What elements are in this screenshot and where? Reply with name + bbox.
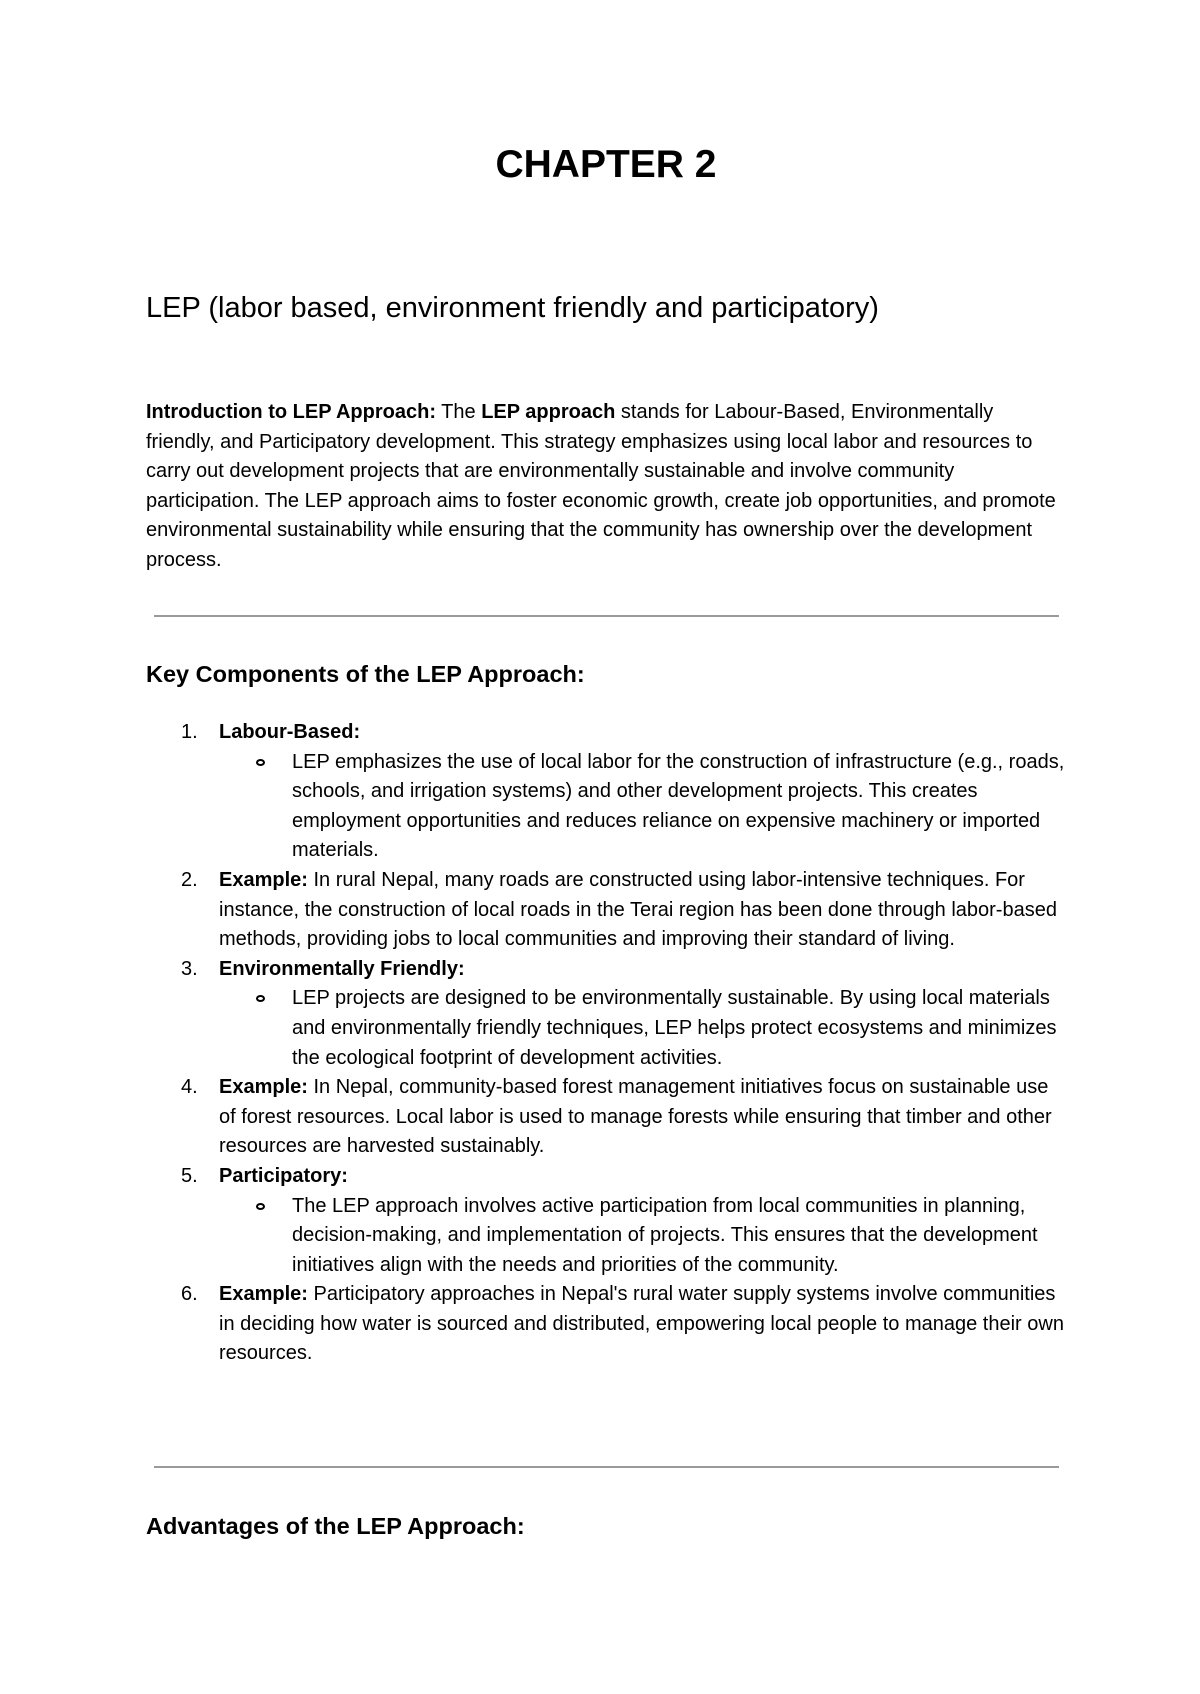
list-item-number: 4.: [181, 1076, 198, 1099]
list-item-label: Example:: [219, 868, 308, 891]
sub-bullet-item: [146, 1192, 1066, 1281]
list-item-text: [219, 958, 465, 980]
horizontal-divider: [154, 615, 1059, 617]
hollow-circle-bullet-icon: [256, 759, 265, 766]
list-item-text: [219, 1076, 1052, 1157]
list-item: [146, 1162, 1066, 1280]
list-item-label: Example:: [219, 1076, 308, 1099]
list-item: [146, 1073, 1066, 1162]
intro-text-2: stands for Labour-Based, Environmentally friendly, and Participatory development. This strategy emphasizes using local labor and resources to carry out development projects that are environmentally sustainable and involve community participation. The LEP approach aims to foster economic growth, create job opportunities, and promote environmental sustainability while ensuring that the community has ownership over the development process.: [146, 401, 1056, 571]
list-item-text: [219, 1165, 348, 1187]
list-item-label: Example:: [219, 1283, 308, 1306]
list-item-number: 6.: [181, 1283, 198, 1306]
list-item-text: [219, 869, 1057, 950]
document-title: LEP (labor based, environment friendly and participatory): [146, 292, 879, 324]
list-item-text: [219, 721, 360, 743]
list-item-label: Environmentally Friendly:: [219, 957, 465, 980]
chapter-title: CHAPTER 2: [495, 143, 717, 186]
list-item: [146, 718, 1066, 866]
list-item: [146, 866, 1066, 955]
list-item-label: Labour-Based:: [219, 721, 361, 743]
list-item-number: 5.: [181, 1164, 198, 1187]
advantages-heading: Advantages of the LEP Approach:: [146, 1513, 525, 1539]
list-item-body: In Nepal, community-based forest management initiatives focus on sustainable use of forest resources. Local labor is used to manage forests while ensuring that timber and other resources are harvested sustainably.: [219, 1076, 1052, 1158]
sub-bullet-item: [146, 748, 1066, 866]
intro-text-1: The: [435, 401, 482, 423]
list-item: [146, 955, 1066, 1073]
hollow-circle-bullet-icon: [256, 995, 265, 1002]
sub-bullet-text: The LEP approach involves active participation from local communities in planning, decision-making, and implementation of projects. This ensures that the development initiatives align with the needs and priorities of the community.: [292, 1194, 1038, 1276]
sub-bullet-text: LEP projects are designed to be environmentally sustainable. By using local materials and environmentally friendly techniques, LEP helps protect ecosystems and minimizes the ecological footprint of development activities.: [292, 987, 1057, 1069]
list-item-body: In rural Nepal, many roads are constructed using labor-intensive techniques. For instance, the construction of local roads in the Terai region has been done through labor-based methods, providing jobs to local communities and improving their standard of living.: [219, 868, 1057, 951]
key-components-list: [146, 718, 1066, 1369]
intro-paragraph: [146, 398, 1066, 576]
sub-bullet-item: [146, 984, 1066, 1073]
list-item-number: 3.: [181, 957, 198, 980]
list-item-text: [219, 1283, 1064, 1364]
list-item-number: 1.: [181, 721, 198, 743]
list-item-label: Participatory:: [219, 1164, 348, 1187]
list-item-number: 2.: [181, 868, 198, 891]
key-components-heading: Key Components of the LEP Approach:: [146, 661, 585, 687]
horizontal-divider: [154, 1466, 1059, 1468]
hollow-circle-bullet-icon: [256, 1203, 265, 1210]
list-item: [146, 1280, 1066, 1369]
sub-bullet-text: LEP emphasizes the use of local labor for the construction of infrastructure (e.g., roads, schools, and irrigation systems) and other development projects. This creates employment opportunities and reduces reliance on expensive machinery or imported materials.: [292, 750, 1065, 862]
intro-lead: Introduction to LEP Approach:: [146, 401, 436, 423]
intro-approach-term: LEP approach: [481, 401, 616, 423]
list-item-body: Participatory approaches in Nepal's rural water supply systems involve communities in deciding how water is sourced and distributed, empowering local people to manage their own resources.: [219, 1283, 1064, 1365]
